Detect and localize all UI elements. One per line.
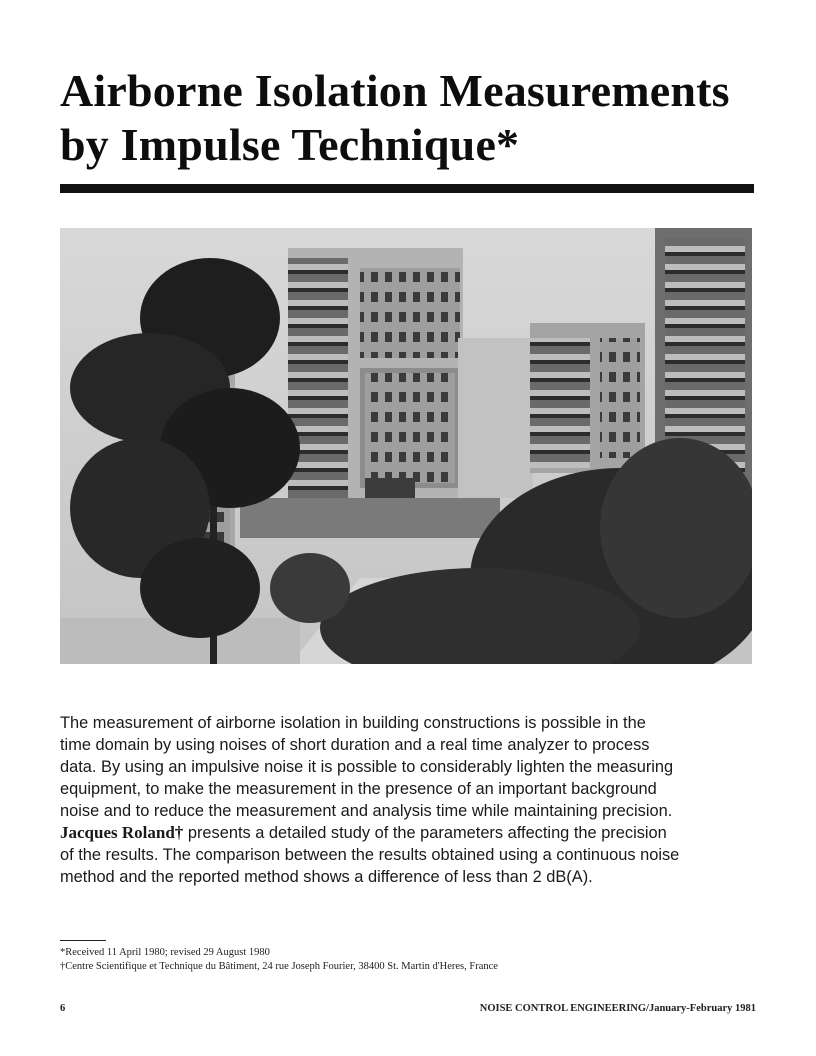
footnote-affiliation: †Centre Scientifique et Technique du Bâtiment, 24 rue Joseph Fourier, 38400 St. Martin d'Heres, France (60, 961, 498, 972)
page-number: 6 (60, 1003, 66, 1014)
abstract-line: data. By using an impulsive noise it is possible to considerably lighten the measuring (60, 758, 674, 776)
abstract-line: equipment, to make the measurement in the presence of an important background (60, 780, 657, 798)
article-title (60, 64, 780, 172)
author-name: Jacques Roland† (60, 823, 184, 842)
abstract-line: time domain by using noises of short duration and a real time analyzer to process (60, 736, 650, 754)
footnotes (60, 946, 780, 974)
journal-footer: NOISE CONTROL ENGINEERING/January-February 1981 (479, 1003, 756, 1014)
building-photo-illustration (60, 228, 752, 664)
title-rule (60, 184, 754, 193)
abstract-line: of the results. The comparison between the results obtained using a continuous noise (60, 846, 680, 864)
author-line-text: presents a detailed study of the parameters affecting the precision (183, 824, 667, 842)
footnote-rule (60, 940, 106, 941)
footnote-received: *Received 11 April 1980; revised 29 August 1980 (60, 947, 270, 958)
abstract-line: method and the reported method shows a difference of less than 2 dB(A). (60, 868, 593, 886)
abstract (60, 712, 760, 888)
title-line-2: by Impulse Technique* (60, 119, 520, 170)
abstract-author-line (60, 822, 760, 844)
abstract-line: noise and to reduce the measurement and analysis time while maintaining precision. (60, 802, 673, 820)
building-photo (60, 228, 752, 664)
abstract-line: The measurement of airborne isolation in building constructions is possible in the (60, 714, 646, 732)
title-line-1: Airborne Isolation Measurements (60, 65, 730, 116)
